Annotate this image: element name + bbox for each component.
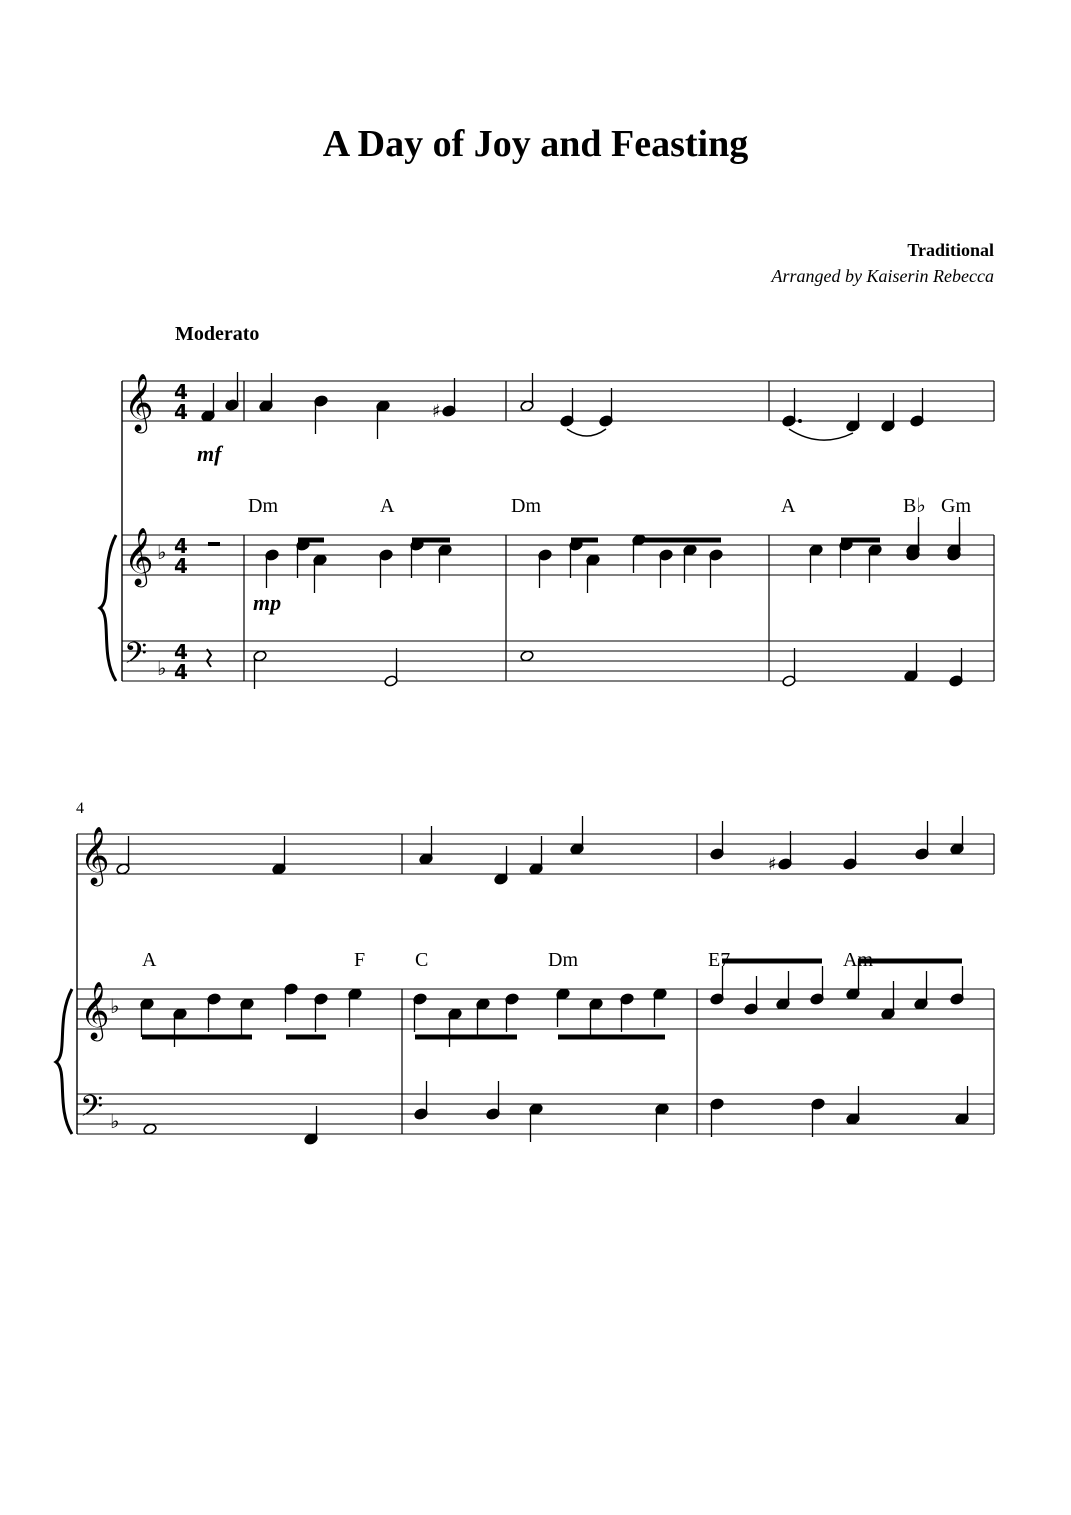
beam xyxy=(858,959,962,964)
beam xyxy=(722,959,822,964)
tempo-marking: Moderato xyxy=(175,323,260,345)
treble-clef: 𝄞 xyxy=(124,373,154,431)
chord-symbol: A xyxy=(380,495,395,517)
chord-symbol: Am xyxy=(843,949,873,971)
quarter-rest xyxy=(207,649,211,667)
beam xyxy=(298,538,324,543)
time-signature: 4 xyxy=(174,640,188,664)
time-signature: 4 xyxy=(174,534,188,558)
bass-clef: 𝄢 xyxy=(124,637,148,678)
beam xyxy=(571,538,598,543)
chord-symbol: Dm xyxy=(511,495,541,517)
dynamic-marking: mp xyxy=(253,590,282,615)
chord-symbol: A xyxy=(142,949,157,971)
key-signature-flat: ♭ xyxy=(157,656,167,680)
sharp-accidental: ♯ xyxy=(432,401,441,422)
beam xyxy=(286,1035,326,1040)
beam xyxy=(634,538,721,543)
chord-symbol: Dm xyxy=(248,495,278,517)
arranger-credit: Arranged by Kaiserin Rebecca xyxy=(771,266,994,286)
key-signature-flat: ♭ xyxy=(157,540,167,564)
clefs xyxy=(56,373,777,1134)
beam xyxy=(841,538,880,543)
note-head xyxy=(143,1123,157,1135)
composer-credit: Traditional xyxy=(907,240,994,260)
beam xyxy=(412,538,450,543)
time-signature: 4 xyxy=(174,554,188,578)
beam xyxy=(142,1035,252,1040)
beam xyxy=(558,1035,665,1040)
bass-clef: 𝄢 xyxy=(80,1090,104,1131)
chord-symbol: C xyxy=(415,949,429,971)
chord-symbol: B♭ xyxy=(903,495,926,517)
key-signature-flat: ♭ xyxy=(110,994,120,1018)
chord-symbol: Gm xyxy=(941,495,971,517)
chord-symbol: A xyxy=(781,495,796,517)
treble-clef: 𝄞 xyxy=(124,527,154,585)
time-signature: 4 xyxy=(174,660,188,684)
chord-symbol: E7 xyxy=(708,949,731,971)
key-signature-flat: ♭ xyxy=(110,1109,120,1133)
slur xyxy=(567,429,606,436)
measure-number: 4 xyxy=(76,800,84,817)
treble-clef: 𝄞 xyxy=(80,826,110,884)
score-title: A Day of Joy and Feasting xyxy=(322,123,749,165)
time-signature: 4 xyxy=(174,400,188,424)
barlines xyxy=(77,381,994,1134)
dot xyxy=(798,419,802,423)
sharp-accidental: ♯ xyxy=(768,854,777,875)
slur xyxy=(789,429,853,440)
chord-symbol: F xyxy=(354,949,366,971)
time-signature: 4 xyxy=(174,380,188,404)
grand-staff-brace xyxy=(56,989,72,1134)
grand-staff-brace xyxy=(100,535,116,681)
chord-symbol: Dm xyxy=(548,949,578,971)
beam xyxy=(415,1035,517,1040)
whole-rest xyxy=(208,542,220,546)
note-head xyxy=(520,650,534,662)
dynamic-marking: mf xyxy=(197,441,222,466)
staff-lines xyxy=(77,381,994,1134)
treble-clef: 𝄞 xyxy=(80,981,110,1039)
